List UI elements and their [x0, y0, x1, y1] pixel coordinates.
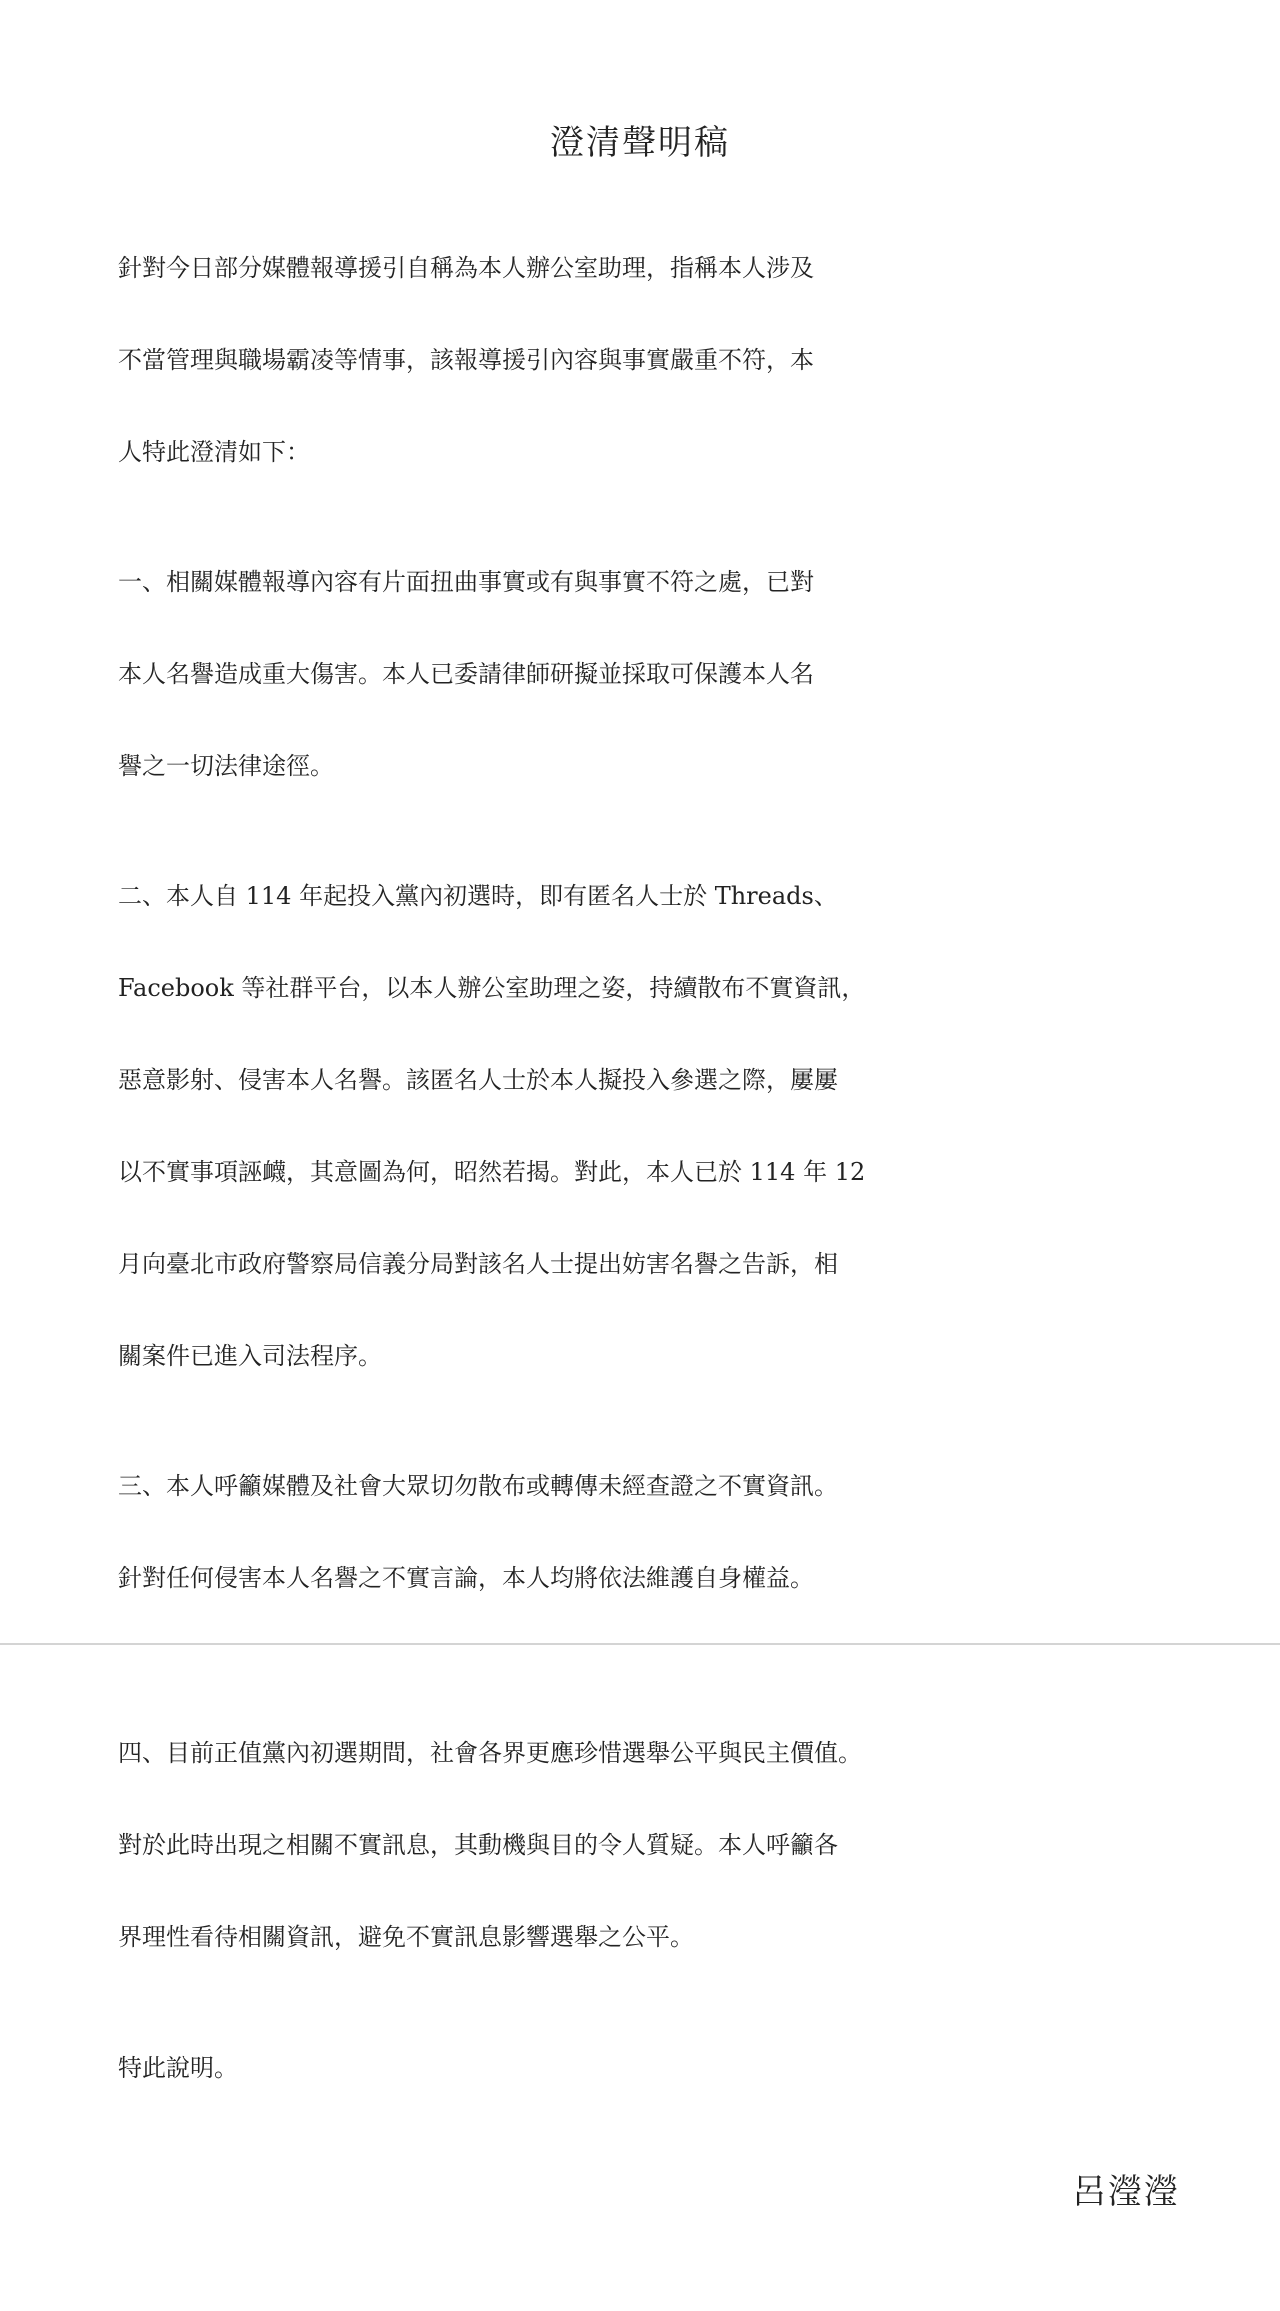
paragraph-line: 惡意影射、侵害本人名譽。該匿名人士於本人擬投入參選之際，屢屢 — [118, 1066, 838, 1094]
page-divider — [0, 1643, 1280, 1645]
paragraph-line: 人特此澄清如下： — [118, 438, 310, 466]
paragraph-line: 以不實事項誣衊，其意圖為何，昭然若揭。對此，本人已於 114 年 12 — [118, 1158, 866, 1186]
paragraph-line: Facebook 等社群平台，以本人辦公室助理之姿，持續散布不實資訊， — [118, 974, 866, 1002]
intro-paragraph — [118, 222, 1190, 498]
signature: 呂瀅瀅 — [1072, 2172, 1180, 2212]
paragraph-line: 界理性看待相關資訊，避免不實訊息影響選舉之公平。 — [118, 1923, 694, 1951]
point-one-paragraph — [118, 536, 1190, 812]
statement-title: 澄清聲明稿 — [550, 123, 730, 163]
paragraph-line: 三、本人呼籲媒體及社會大眾切勿散布或轉傳未經查證之不實資訊。 — [118, 1472, 838, 1500]
paragraph-line: 一、相關媒體報導內容有片面扭曲事實或有與事實不符之處，已對 — [118, 568, 814, 596]
paragraph-line: 譽之一切法律途徑。 — [118, 752, 334, 780]
paragraph-line: 特此說明。 — [118, 2054, 238, 2082]
paragraph-line: 本人名譽造成重大傷害。本人已委請律師研擬並採取可保護本人名 — [118, 660, 814, 688]
point-two-paragraph — [118, 850, 1190, 1402]
paragraph-line: 不當管理與職場霸凌等情事，該報導援引內容與事實嚴重不符，本 — [118, 346, 814, 374]
paragraph-line: 四、目前正值黨內初選期間，社會各界更應珍惜選舉公平與民主價值。 — [118, 1739, 862, 1767]
closing-paragraph — [118, 2022, 1190, 2114]
point-four-paragraph — [118, 1707, 1190, 1983]
paragraph-line: 關案件已進入司法程序。 — [118, 1342, 382, 1370]
paragraph-line: 針對今日部分媒體報導援引自稱為本人辦公室助理，指稱本人涉及 — [118, 254, 814, 282]
paragraph-line: 月向臺北市政府警察局信義分局對該名人士提出妨害名譽之告訴，相 — [118, 1250, 838, 1278]
point-three-paragraph — [118, 1440, 1190, 1624]
paragraph-line: 二、本人自 114 年起投入黨內初選時，即有匿名人士於 Threads、 — [118, 882, 838, 910]
paragraph-line: 針對任何侵害本人名譽之不實言論，本人均將依法維護自身權益。 — [118, 1564, 814, 1592]
paragraph-line: 對於此時出現之相關不實訊息，其動機與目的令人質疑。本人呼籲各 — [118, 1831, 838, 1859]
